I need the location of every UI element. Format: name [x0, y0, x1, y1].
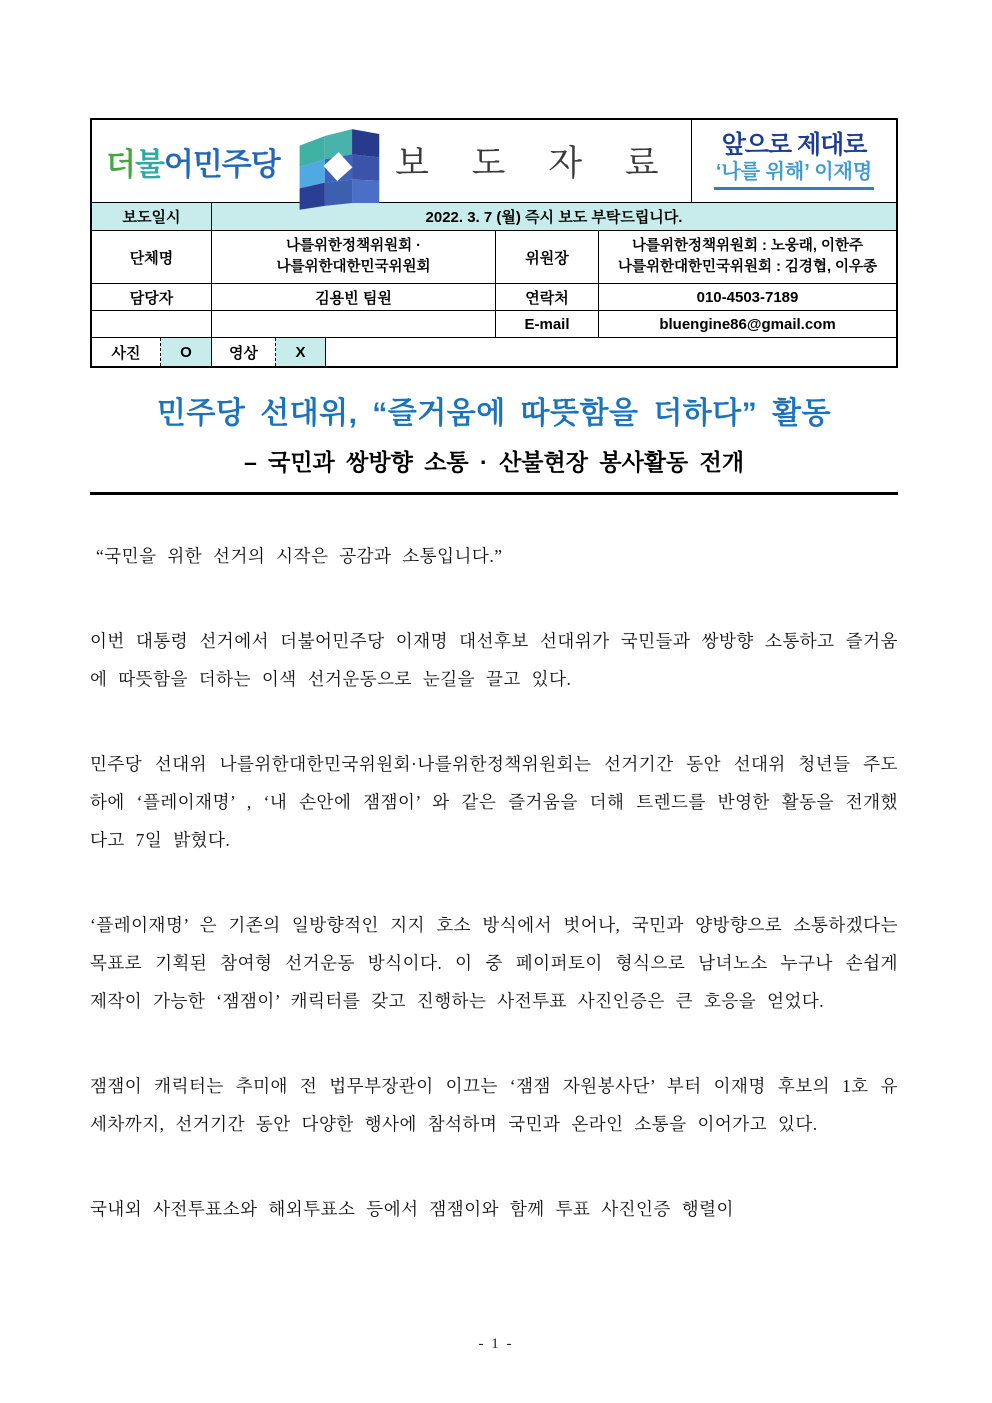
headline-title: 민주당 선대위, “즐거움에 따뜻함을 더하다” 활동 — [156, 397, 832, 430]
photo-value: O — [160, 338, 211, 366]
email-value: bluengine86@gmail.com — [598, 311, 896, 337]
party-flag-icon — [286, 126, 388, 212]
org-label: 단체명 — [129, 249, 174, 267]
media-row — [92, 337, 896, 366]
chair-value — [598, 231, 896, 283]
headline-divider — [90, 492, 898, 495]
body-paragraph: 민주당 선대위 나를위한대한민국위원회·나를위한정책위원회는 선거기간 동안 선대위 청년들 주도 하에 ‘플레이재명’ , ‘내 손안에 잼잼이’ 와 같은 즐거움을 더해 트렌드를 반영한 활동을 전개했다고 7일 밝혔다. — [90, 754, 898, 850]
photo-label: 사진 — [111, 344, 141, 362]
slogan-line1: 앞으로 제대로 — [721, 131, 867, 160]
header-table — [90, 118, 898, 368]
chair-value-line2: 나를위한대한민국위원회 : 김경협, 이우종 — [617, 259, 878, 275]
report-date-label: 보도일시 — [122, 209, 181, 226]
body-paragraph: 국내외 사전투표소와 해외투표소 등에서 잼잼이와 함께 투표 사진인증 행렬이 — [90, 1199, 734, 1219]
org-value — [211, 231, 495, 283]
body-paragraph: 잼잼이 캐릭터는 추미애 전 법무부장관이 이끄는 ‘잼잼 자원봉사단’ 부터 이재명 후보의 1호 유세차까지, 선거기간 동안 다양한 행사에 참석하며 국민과 온라인 소통을 이어가고 있다. — [90, 1076, 898, 1134]
email-label: E-mail — [495, 311, 598, 337]
body-paragraph: “국민을 위한 선거의 시작은 공감과 소통입니다.” — [96, 546, 503, 566]
email-row-empty-label — [92, 311, 211, 337]
doc-type-title: 보 도 자 료 — [395, 144, 676, 183]
manager-value: 김용빈 팀원 — [211, 284, 495, 310]
organization-row — [92, 230, 896, 283]
masthead-left-cell — [92, 120, 691, 202]
body-paragraph: 이번 대통령 선거에서 더불어민주당 이재명 대선후보 선대위가 국민들과 쌍방향 소통하고 즐거움에 따뜻함을 더하는 이색 선거운동으로 눈길을 끌고 있다. — [90, 631, 898, 689]
email-row-empty-value — [211, 311, 495, 337]
slogan-line2: ‘나를 위해’ 이재명 — [714, 160, 874, 190]
manager-label: 담당자 — [129, 289, 174, 307]
report-date-row — [92, 202, 896, 230]
chair-label: 위원장 — [495, 231, 598, 283]
phone-label: 연락처 — [495, 284, 598, 310]
headline-block — [90, 388, 898, 495]
document-content — [90, 118, 898, 1275]
party-logo — [106, 126, 388, 196]
party-name: 더불어민주당 — [106, 146, 280, 182]
video-label: 영상 — [211, 338, 275, 366]
report-date-value: 2022. 3. 7 (월) 즉시 보도 부탁드립니다. — [211, 203, 896, 230]
masthead-row — [92, 120, 896, 202]
phone-value: 010-4503-7189 — [598, 284, 896, 310]
chair-value-line1: 나를위한정책위원회 : 노웅래, 이한주 — [631, 237, 864, 254]
page-number: - 1 - — [478, 1336, 514, 1352]
org-value-line2: 나를위한대한민국위원회 — [276, 259, 431, 275]
headline-subtitle: – 국민과 쌍방향 소통 · 산불현장 봉사활동 전개 — [243, 449, 745, 475]
body-paragraph: ‘플레이재명’ 은 기존의 일방향적인 지지 호소 방식에서 벗어나, 국민과 양방향으로 소통하겠다는 목표로 기획된 참여형 선거운동 방식이다. 이 중 페이퍼토이 형식으로 남녀노소 누구나 손쉽게 제작이 가능한 ‘잼잼이’ 캐릭터를 갖고 진행하는 사전투표 사진인증은 큰 호응을 얻었다. — [90, 915, 898, 1011]
article-body — [90, 537, 898, 1228]
org-value-line1: 나를위한정책위원회 · — [286, 237, 421, 254]
email-row — [92, 310, 896, 337]
video-value: X — [275, 338, 325, 366]
campaign-slogan — [691, 120, 896, 202]
manager-row — [92, 283, 896, 310]
media-row-empty — [325, 338, 896, 366]
